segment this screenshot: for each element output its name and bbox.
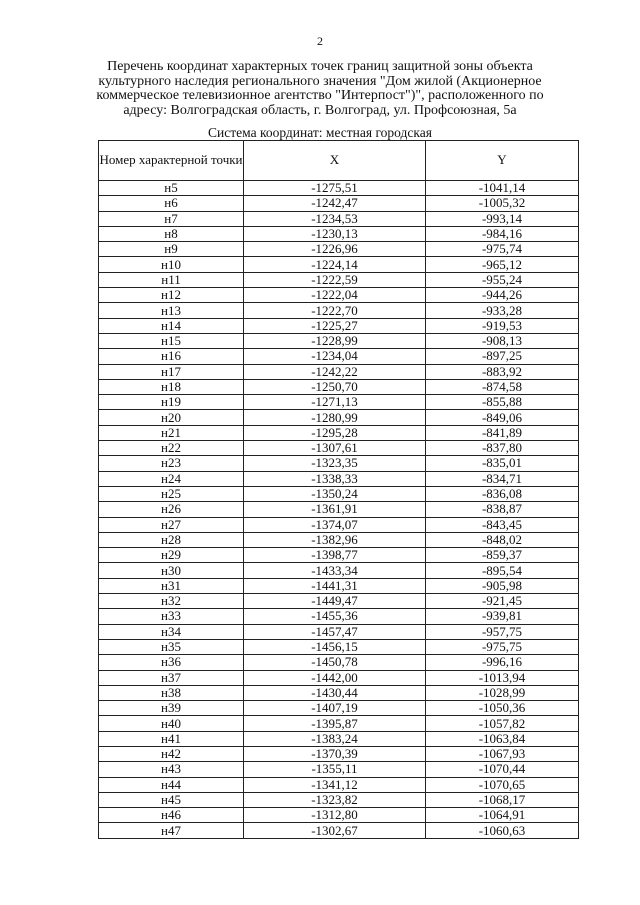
table-row [99, 624, 579, 639]
point-number-cell: н19 [99, 395, 244, 410]
table-row [99, 746, 579, 761]
table-row [99, 395, 579, 410]
point-number-cell: н23 [99, 456, 244, 471]
x-coordinate-cell: -1225,27 [244, 318, 426, 333]
y-coordinate-cell: -1063,84 [426, 731, 579, 746]
table-row [99, 318, 579, 333]
x-coordinate-cell: -1242,22 [244, 364, 426, 379]
point-number-cell: н25 [99, 486, 244, 501]
y-coordinate-cell: -874,58 [426, 379, 579, 394]
table-row [99, 532, 579, 547]
x-coordinate-cell: -1382,96 [244, 532, 426, 547]
point-number-cell: н7 [99, 211, 244, 226]
table-row [99, 333, 579, 348]
point-number-cell: н31 [99, 578, 244, 593]
point-number-cell: н41 [99, 731, 244, 746]
y-coordinate-cell: -855,88 [426, 395, 579, 410]
x-coordinate-cell: -1302,67 [244, 823, 426, 838]
point-number-cell: н5 [99, 181, 244, 196]
table-row [99, 425, 579, 440]
x-coordinate-cell: -1307,61 [244, 441, 426, 456]
table-row [99, 379, 579, 394]
table-row [99, 777, 579, 792]
x-coordinate-cell: -1250,70 [244, 379, 426, 394]
x-coordinate-cell: -1433,34 [244, 563, 426, 578]
y-coordinate-cell: -859,37 [426, 548, 579, 563]
x-coordinate-cell: -1361,91 [244, 502, 426, 517]
y-coordinate-cell: -1070,65 [426, 777, 579, 792]
x-coordinate-cell: -1398,77 [244, 548, 426, 563]
y-coordinate-cell: -1070,44 [426, 762, 579, 777]
y-coordinate-cell: -975,75 [426, 639, 579, 654]
x-coordinate-cell: -1455,36 [244, 609, 426, 624]
y-coordinate-cell: -1064,91 [426, 808, 579, 823]
table-row [99, 563, 579, 578]
x-coordinate-cell: -1234,04 [244, 349, 426, 364]
x-coordinate-cell: -1222,04 [244, 288, 426, 303]
table-row [99, 594, 579, 609]
y-coordinate-cell: -1005,32 [426, 196, 579, 211]
y-coordinate-cell: -848,02 [426, 532, 579, 547]
table-row [99, 364, 579, 379]
table-row [99, 655, 579, 670]
point-number-cell: н29 [99, 548, 244, 563]
y-coordinate-cell: -984,16 [426, 226, 579, 241]
point-number-cell: н30 [99, 563, 244, 578]
y-coordinate-cell: -835,01 [426, 456, 579, 471]
x-coordinate-cell: -1407,19 [244, 701, 426, 716]
table-row [99, 548, 579, 563]
y-coordinate-cell: -1013,94 [426, 670, 579, 685]
y-coordinate-cell: -834,71 [426, 471, 579, 486]
point-number-cell: н16 [99, 349, 244, 364]
header-x: X [244, 141, 426, 181]
y-coordinate-cell: -837,80 [426, 441, 579, 456]
x-coordinate-cell: -1222,70 [244, 303, 426, 318]
y-coordinate-cell: -957,75 [426, 624, 579, 639]
table-row [99, 731, 579, 746]
table-row [99, 578, 579, 593]
coordinate-system-caption: Система координат: местная городская [208, 125, 432, 140]
x-coordinate-cell: -1341,12 [244, 777, 426, 792]
x-coordinate-cell: -1355,11 [244, 762, 426, 777]
point-number-cell: н22 [99, 441, 244, 456]
point-number-cell: н20 [99, 410, 244, 425]
x-coordinate-cell: -1271,13 [244, 395, 426, 410]
y-coordinate-cell: -849,06 [426, 410, 579, 425]
x-coordinate-cell: -1230,13 [244, 226, 426, 241]
x-coordinate-cell: -1242,47 [244, 196, 426, 211]
table-row [99, 792, 579, 807]
point-number-cell: н26 [99, 502, 244, 517]
table-row [99, 685, 579, 700]
table-row [99, 808, 579, 823]
table-row [99, 211, 579, 226]
point-number-cell: н24 [99, 471, 244, 486]
point-number-cell: н46 [99, 808, 244, 823]
y-coordinate-cell: -1067,93 [426, 746, 579, 761]
x-coordinate-cell: -1224,14 [244, 257, 426, 272]
y-coordinate-cell: -965,12 [426, 257, 579, 272]
table-row [99, 410, 579, 425]
x-coordinate-cell: -1449,47 [244, 594, 426, 609]
point-number-cell: н44 [99, 777, 244, 792]
x-coordinate-cell: -1430,44 [244, 685, 426, 700]
point-number-cell: н36 [99, 655, 244, 670]
point-number-cell: н43 [99, 762, 244, 777]
point-number-cell: н37 [99, 670, 244, 685]
table-row [99, 823, 579, 838]
point-number-cell: н32 [99, 594, 244, 609]
y-coordinate-cell: -1068,17 [426, 792, 579, 807]
y-coordinate-cell: -955,24 [426, 272, 579, 287]
point-number-cell: н17 [99, 364, 244, 379]
x-coordinate-cell: -1442,00 [244, 670, 426, 685]
y-coordinate-cell: -841,89 [426, 425, 579, 440]
point-number-cell: н9 [99, 242, 244, 257]
y-coordinate-cell: -939,81 [426, 609, 579, 624]
point-number-cell: н11 [99, 272, 244, 287]
y-coordinate-cell: -1041,14 [426, 181, 579, 196]
y-coordinate-cell: -919,53 [426, 318, 579, 333]
table-row [99, 181, 579, 196]
table-row [99, 441, 579, 456]
x-coordinate-cell: -1295,28 [244, 425, 426, 440]
table-row [99, 517, 579, 532]
header-y: Y [426, 141, 579, 181]
point-number-cell: н42 [99, 746, 244, 761]
table-row [99, 196, 579, 211]
point-number-cell: н6 [99, 196, 244, 211]
y-coordinate-cell: -921,45 [426, 594, 579, 609]
point-number-cell: н33 [99, 609, 244, 624]
table-row [99, 502, 579, 517]
point-number-cell: н35 [99, 639, 244, 654]
x-coordinate-cell: -1275,51 [244, 181, 426, 196]
point-number-cell: н38 [99, 685, 244, 700]
table-row [99, 609, 579, 624]
table-body [99, 181, 579, 839]
point-number-cell: н47 [99, 823, 244, 838]
x-coordinate-cell: -1456,15 [244, 639, 426, 654]
y-coordinate-cell: -944,26 [426, 288, 579, 303]
x-coordinate-cell: -1383,24 [244, 731, 426, 746]
y-coordinate-cell: -908,13 [426, 333, 579, 348]
table-row [99, 257, 579, 272]
table-row [99, 242, 579, 257]
y-coordinate-cell: -1057,82 [426, 716, 579, 731]
x-coordinate-cell: -1280,99 [244, 410, 426, 425]
table-row [99, 303, 579, 318]
point-number-cell: н13 [99, 303, 244, 318]
y-coordinate-cell: -1028,99 [426, 685, 579, 700]
y-coordinate-cell: -1060,63 [426, 823, 579, 838]
point-number-cell: н14 [99, 318, 244, 333]
x-coordinate-cell: -1222,59 [244, 272, 426, 287]
y-coordinate-cell: -1050,36 [426, 701, 579, 716]
table-row [99, 456, 579, 471]
x-coordinate-cell: -1312,80 [244, 808, 426, 823]
page-number: 2 [317, 34, 323, 48]
point-number-cell: н8 [99, 226, 244, 241]
table-header [99, 141, 579, 181]
table-row [99, 716, 579, 731]
x-coordinate-cell: -1395,87 [244, 716, 426, 731]
table-row [99, 762, 579, 777]
point-number-cell: н28 [99, 532, 244, 547]
x-coordinate-cell: -1338,33 [244, 471, 426, 486]
point-number-cell: н10 [99, 257, 244, 272]
x-coordinate-cell: -1457,47 [244, 624, 426, 639]
table-row [99, 639, 579, 654]
x-coordinate-cell: -1234,53 [244, 211, 426, 226]
y-coordinate-cell: -897,25 [426, 349, 579, 364]
y-coordinate-cell: -975,74 [426, 242, 579, 257]
point-number-cell: н39 [99, 701, 244, 716]
point-number-cell: н34 [99, 624, 244, 639]
x-coordinate-cell: -1370,39 [244, 746, 426, 761]
y-coordinate-cell: -836,08 [426, 486, 579, 501]
x-coordinate-cell: -1323,82 [244, 792, 426, 807]
y-coordinate-cell: -993,14 [426, 211, 579, 226]
point-number-cell: н21 [99, 425, 244, 440]
y-coordinate-cell: -996,16 [426, 655, 579, 670]
y-coordinate-cell: -895,54 [426, 563, 579, 578]
coordinates-table [98, 140, 579, 839]
x-coordinate-cell: -1441,31 [244, 578, 426, 593]
point-number-cell: н45 [99, 792, 244, 807]
point-number-cell: н18 [99, 379, 244, 394]
table-row [99, 272, 579, 287]
table-row [99, 349, 579, 364]
y-coordinate-cell: -905,98 [426, 578, 579, 593]
document-title: Перечень координат характерных точек границ защитной зоны объекта культурного наследия регионального значения "Дом жилой (Акционерное коммерческое телевизионное агентство "Интерпост")", расположенного по адресу: Волгоградская область, г. Волгоград, ул. Профсоюзная, 5а [96, 59, 544, 118]
point-number-cell: н12 [99, 288, 244, 303]
table-row [99, 226, 579, 241]
y-coordinate-cell: -933,28 [426, 303, 579, 318]
x-coordinate-cell: -1450,78 [244, 655, 426, 670]
point-number-cell: н15 [99, 333, 244, 348]
x-coordinate-cell: -1228,99 [244, 333, 426, 348]
point-number-cell: н27 [99, 517, 244, 532]
table-row [99, 471, 579, 486]
table-row [99, 288, 579, 303]
y-coordinate-cell: -838,87 [426, 502, 579, 517]
x-coordinate-cell: -1323,35 [244, 456, 426, 471]
table-header-row [99, 141, 579, 181]
table-row [99, 486, 579, 501]
y-coordinate-cell: -843,45 [426, 517, 579, 532]
table-row [99, 670, 579, 685]
point-number-cell: н40 [99, 716, 244, 731]
header-point-number: Номер характерной точки [99, 141, 244, 181]
x-coordinate-cell: -1374,07 [244, 517, 426, 532]
x-coordinate-cell: -1350,24 [244, 486, 426, 501]
x-coordinate-cell: -1226,96 [244, 242, 426, 257]
table-row [99, 701, 579, 716]
y-coordinate-cell: -883,92 [426, 364, 579, 379]
